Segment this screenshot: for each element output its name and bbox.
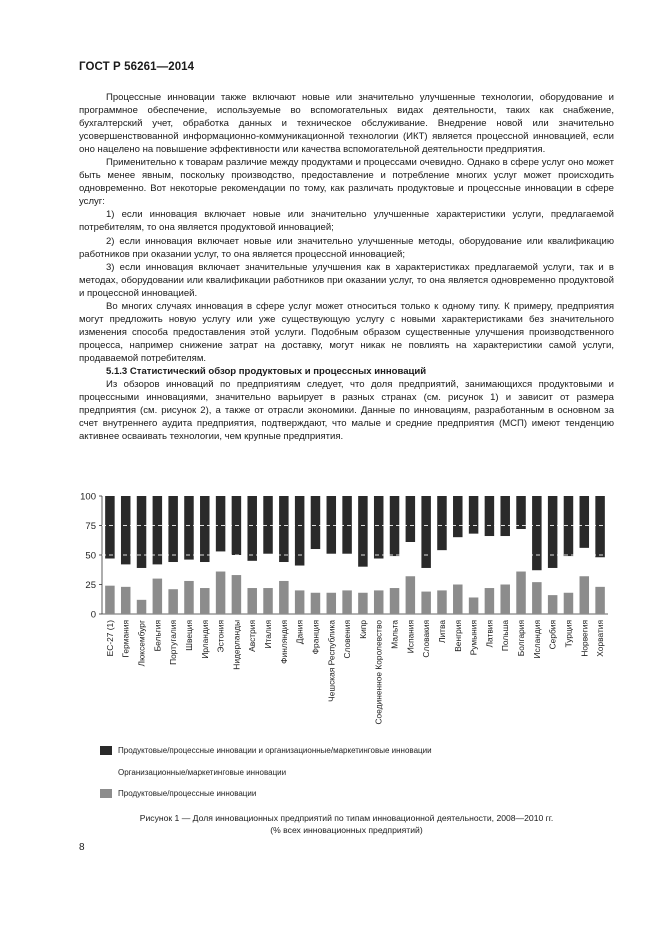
bar-product-process bbox=[390, 588, 400, 614]
list-item: 1) если инновация включает новые или значительно улучшенные характеристики услуги, предлагаемой потребителям, то она является продуктовой инновацией; bbox=[79, 209, 614, 234]
bar-organizational bbox=[247, 561, 257, 588]
bar-organizational bbox=[390, 556, 400, 588]
bar-combined bbox=[168, 496, 178, 562]
bar-product-process bbox=[500, 585, 510, 615]
bar-combined bbox=[595, 496, 605, 557]
x-tick-label: Болгария bbox=[516, 620, 527, 657]
x-tick-label: Литва bbox=[436, 620, 447, 644]
bar-combined bbox=[580, 496, 590, 548]
bar-organizational bbox=[453, 537, 463, 584]
caption-line: Рисунок 1 — Доля инновационных предприятий по типам инновационной деятельности, 2008—2010 гг. bbox=[139, 813, 554, 823]
y-tick-label: 100 bbox=[80, 491, 96, 503]
x-tick-label: Норвегия bbox=[579, 620, 590, 657]
document-header: ГОСТ Р 56261—2014 bbox=[79, 61, 195, 73]
bar-product-process bbox=[548, 595, 558, 614]
paragraph: Во многих случаях инновация в сфере услуг может относиться только к одному типу. К примеру, предприятия могут предложить новую услугу или уже существующую услугу с новыми характеристиками без значительного изменения способа предоставления этой услуги. Подобным образом существенные улучшения производственного процесса, например снижение затрат на доставку, могут никак не повлиять на характеристики самой услуги, продаваемой потребителям. bbox=[79, 300, 614, 364]
bar-organizational bbox=[358, 567, 368, 593]
bar-organizational bbox=[327, 554, 337, 593]
bar-combined bbox=[564, 496, 574, 556]
bar-product-process bbox=[295, 590, 305, 614]
legend-swatch-gray bbox=[100, 789, 112, 798]
bar-organizational bbox=[342, 554, 352, 591]
bar-product-process bbox=[263, 588, 273, 614]
bar-combined bbox=[437, 496, 447, 550]
caption-line: (% всех инновационных предприятий) bbox=[270, 824, 423, 835]
legend-item-organizational bbox=[100, 768, 286, 777]
bar-organizational bbox=[437, 550, 447, 590]
legend-label: Организационные/маркетинговые инновации bbox=[118, 768, 287, 777]
bar-organizational bbox=[168, 562, 178, 589]
paragraph: Из обзоров инноваций по предприятиям следует, что доля предприятий, занимающихся продуктовыми и процессными инновациями, значительно варьирует в разных странах (см. рисунок 1) и зависит от размера предприятия (см. рисунок 2), а также от отрасли экономики. Данные по инновациям, разработанным в основном за счет внутреннего аудита предприятия, подтверждают, что малые и средние предприятия (МСП) имеют тенденцию активнее осваивать технологии, чем крупные предприятия. bbox=[79, 379, 614, 443]
x-tick-label: Латвия bbox=[484, 620, 495, 648]
bar-product-process bbox=[406, 576, 416, 614]
x-tick-label: Сербия bbox=[547, 620, 558, 650]
x-tick-label: Люксембург bbox=[136, 620, 147, 667]
bar-combined bbox=[453, 496, 463, 537]
legend-item-product-process bbox=[100, 789, 256, 798]
x-tick-label: Венгрия bbox=[452, 620, 463, 652]
bar-product-process bbox=[279, 581, 289, 614]
bar-organizational bbox=[153, 564, 163, 578]
bar-combined bbox=[121, 496, 131, 564]
bar-organizational bbox=[421, 568, 431, 592]
bar-product-process bbox=[232, 575, 242, 614]
bar-combined bbox=[485, 496, 495, 536]
figure-caption bbox=[79, 813, 614, 836]
x-tick-label: Швеция bbox=[183, 620, 194, 651]
legend-label: Продуктовые/процессные инновации bbox=[118, 789, 257, 798]
y-tick-label: 0 bbox=[90, 609, 96, 621]
bar-combined bbox=[516, 496, 526, 529]
bar-organizational bbox=[374, 559, 384, 591]
x-tick-label: Чешская Республика bbox=[326, 620, 337, 702]
x-tick-label: Португалия bbox=[168, 620, 179, 665]
bar-combined bbox=[421, 496, 431, 568]
bar-product-process bbox=[580, 576, 590, 614]
bar-organizational bbox=[200, 562, 210, 588]
bar-organizational bbox=[105, 559, 115, 586]
bar-product-process bbox=[105, 586, 115, 614]
x-tick-label: Кипр bbox=[357, 620, 368, 639]
bar-combined bbox=[216, 496, 226, 551]
list-item: 3) если инновация включает значительные улучшения как в характеристиках предлагаемой услуги, так и в методах, оборудовании или квалификации работников при оказании услуг, то она является одновременно продуктовой и процессной инновацией. bbox=[79, 261, 614, 299]
x-tick-label: Мальта bbox=[389, 620, 400, 649]
bar-organizational bbox=[469, 534, 479, 598]
list-item: 2) если инновация включает новые или значительно улучшенные методы, оборудование или квалификацию работников при оказании услуг, то она является процессной инновацией; bbox=[79, 235, 614, 260]
bar-organizational bbox=[232, 555, 242, 575]
bar-product-process bbox=[137, 600, 147, 614]
bar-product-process bbox=[168, 589, 178, 614]
x-tick-label: Словения bbox=[342, 620, 353, 659]
page-number: 8 bbox=[79, 842, 85, 853]
bar-organizational bbox=[564, 556, 574, 593]
bar-product-process bbox=[516, 572, 526, 614]
bar-combined bbox=[153, 496, 163, 564]
bar-combined bbox=[469, 496, 479, 534]
bar-combined bbox=[311, 496, 321, 549]
bar-product-process bbox=[327, 593, 337, 614]
bar-combined bbox=[358, 496, 368, 567]
bar-organizational bbox=[121, 564, 131, 586]
bar-organizational bbox=[216, 551, 226, 571]
y-tick-label: 50 bbox=[85, 550, 96, 562]
x-tick-label: Турция bbox=[563, 620, 574, 648]
bar-organizational bbox=[485, 536, 495, 588]
x-tick-label: Ирландия bbox=[199, 620, 210, 659]
bar-organizational bbox=[295, 566, 305, 591]
bar-combined bbox=[247, 496, 257, 561]
bar-product-process bbox=[469, 597, 479, 614]
bar-product-process bbox=[121, 587, 131, 614]
x-tick-label: Бельгия bbox=[152, 620, 163, 652]
x-tick-label: Нидерланды bbox=[231, 620, 242, 670]
bar-product-process bbox=[421, 592, 431, 614]
y-tick-label: 75 bbox=[85, 521, 96, 532]
legend-swatch-dark bbox=[100, 746, 112, 755]
bar-product-process bbox=[342, 590, 352, 614]
bar-product-process bbox=[200, 588, 210, 614]
bar-combined bbox=[184, 496, 194, 560]
bar-combined bbox=[279, 496, 289, 562]
bar-combined bbox=[105, 496, 115, 559]
bar-organizational bbox=[532, 570, 542, 582]
x-tick-label: Соединенное Королевство bbox=[373, 620, 384, 725]
bar-combined bbox=[342, 496, 352, 554]
bar-combined bbox=[406, 496, 416, 542]
x-tick-label: Румыния bbox=[468, 620, 479, 656]
bar-product-process bbox=[184, 581, 194, 614]
x-tick-label: Польша bbox=[500, 620, 511, 652]
bar-combined bbox=[263, 496, 273, 554]
bar-product-process bbox=[358, 593, 368, 614]
paragraph: Применительно к товарам различие между продуктами и процессами очевидно. Однако в сфере услуг оно может быть менее явным, поскольку производство, предоставление и потребление многих услуг может происходить одновременно. Вот некоторые рекомендации по тому, как различать продуктовые и процессные инновации в сфере услуг: bbox=[79, 157, 614, 208]
x-tick-label: Германия bbox=[120, 620, 131, 658]
bar-organizational bbox=[595, 557, 605, 587]
x-tick-label: Франция bbox=[310, 620, 321, 655]
bar-combined bbox=[137, 496, 147, 568]
bar-organizational bbox=[184, 560, 194, 581]
bar-product-process bbox=[247, 588, 257, 614]
bar-combined bbox=[200, 496, 210, 562]
legend-label: Продуктовые/процессные инновации и организационные/маркетинговые инновации bbox=[118, 746, 432, 755]
bar-organizational bbox=[406, 542, 416, 576]
bar-product-process bbox=[564, 593, 574, 614]
x-tick-label: Дания bbox=[294, 620, 305, 645]
bar-product-process bbox=[437, 590, 447, 614]
bar-product-process bbox=[532, 582, 542, 614]
bar-organizational bbox=[263, 554, 273, 588]
bar-product-process bbox=[485, 588, 495, 614]
bar-product-process bbox=[216, 572, 226, 614]
x-tick-label: Финляндия bbox=[278, 620, 289, 664]
bar-product-process bbox=[453, 585, 463, 615]
bar-product-process bbox=[153, 579, 163, 614]
bar-product-process bbox=[311, 593, 321, 614]
x-tick-label: Испания bbox=[405, 620, 416, 654]
x-tick-label: Италия bbox=[263, 620, 274, 649]
x-tick-label: Исландия bbox=[531, 620, 542, 659]
bar-product-process bbox=[374, 590, 384, 614]
bar-product-process bbox=[595, 587, 605, 614]
x-tick-label: Хорватия bbox=[595, 620, 606, 657]
bar-combined bbox=[532, 496, 542, 570]
bar-combined bbox=[327, 496, 337, 554]
bar-organizational bbox=[516, 529, 526, 571]
bar-combined bbox=[500, 496, 510, 536]
bar-organizational bbox=[580, 548, 590, 576]
bar-combined bbox=[374, 496, 384, 559]
bar-organizational bbox=[548, 568, 558, 595]
x-tick-label: Словакия bbox=[421, 620, 432, 658]
y-tick-label: 25 bbox=[85, 580, 96, 591]
x-tick-label: Эстония bbox=[215, 620, 226, 653]
bar-organizational bbox=[137, 568, 147, 600]
bar-combined bbox=[390, 496, 400, 556]
bar-organizational bbox=[279, 562, 289, 581]
x-tick-label: Австрия bbox=[247, 620, 258, 652]
bar-organizational bbox=[500, 536, 510, 584]
section-heading: 5.1.3 Статистический обзор продуктовых и процессных инноваций bbox=[106, 365, 427, 377]
legend-swatch-white bbox=[100, 768, 112, 777]
bar-combined bbox=[548, 496, 558, 568]
paragraph: Процессные инновации также включают новые или значительно улучшенные технологии, оборудование и программное обеспечение, используемые во вспомогательных видах деятельности, таких как снабжение, бухгалтерский учет, обработка данных и техническое обслуживание. Внедрение новой или значительно усовершенствованной информационно-коммуникационной технологии (ИКТ) является процессной инновацией, если оно нацелено на повышение эффективности или качества вспомогательной деятельности предприятия. bbox=[79, 92, 614, 156]
legend-item-combined bbox=[100, 746, 432, 755]
bar-organizational bbox=[311, 549, 321, 593]
x-tick-label: ЕС-27 (1) bbox=[104, 620, 115, 657]
